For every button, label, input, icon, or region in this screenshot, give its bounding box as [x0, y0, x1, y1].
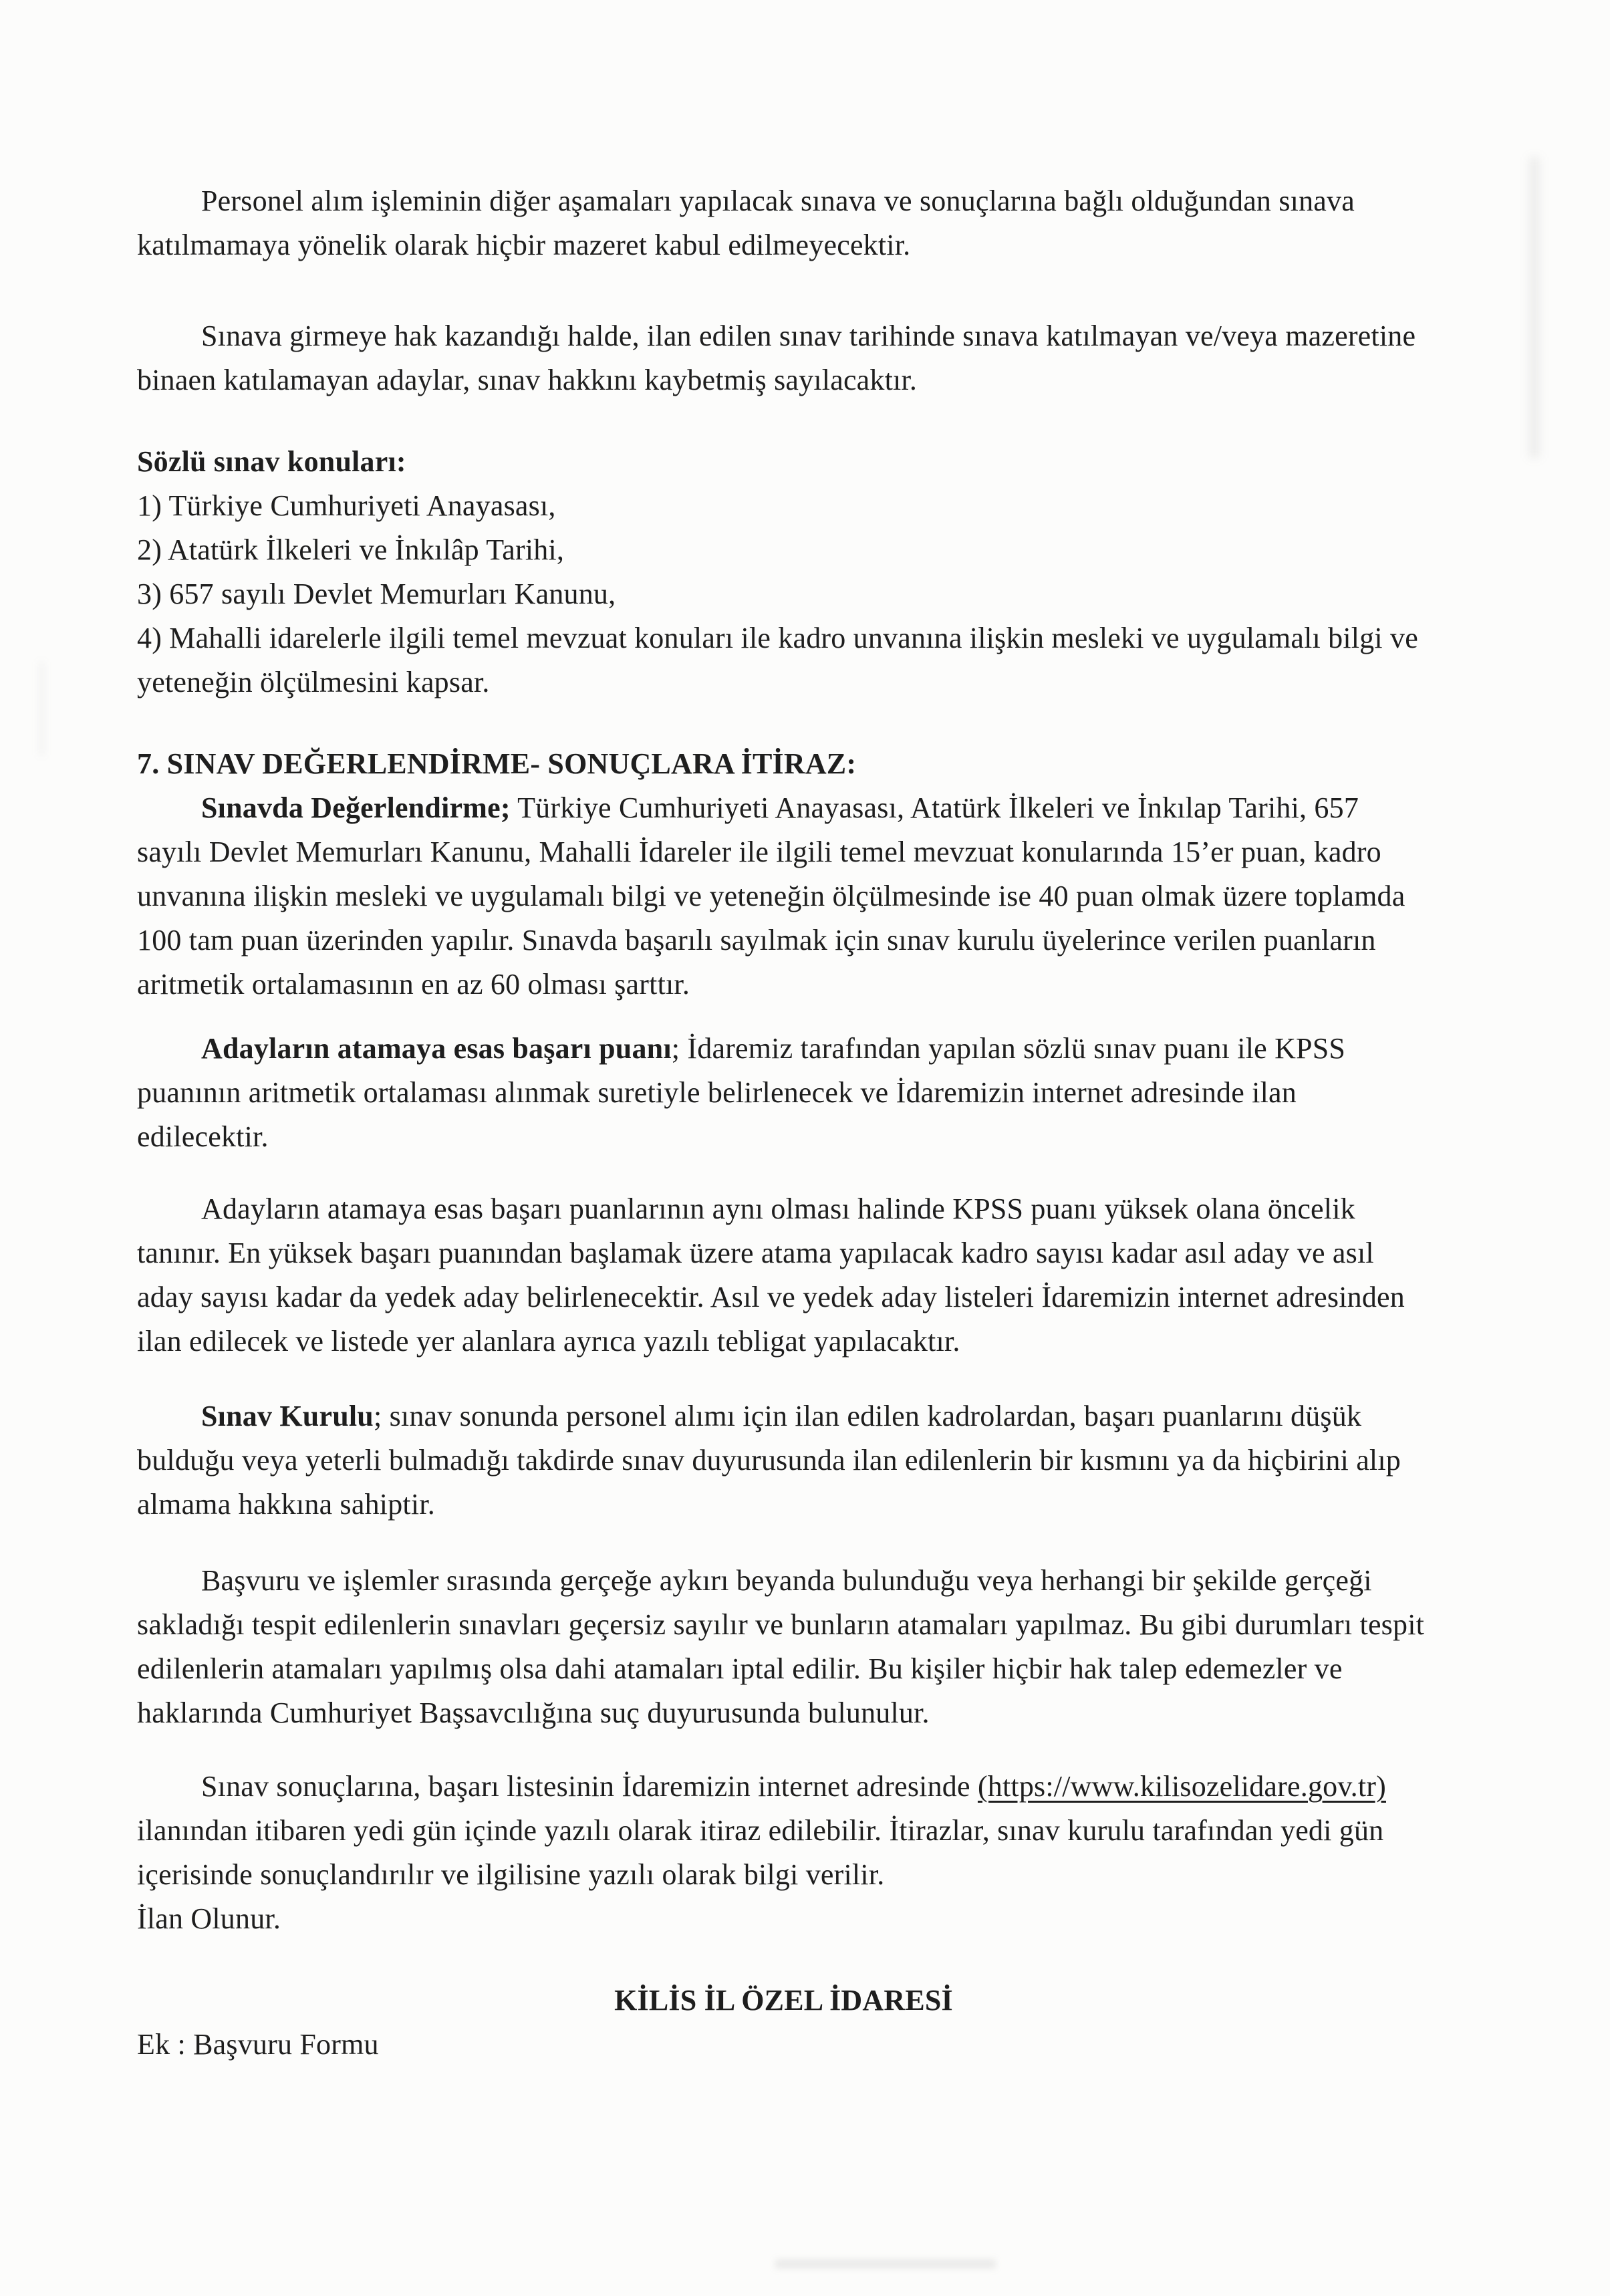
objection-text-after-link: ilanından itibaren yedi gün içinde yazılı olarak itiraz edilebilir. İtirazlar, sınav kurulu tarafından yedi gün içerisinde sonuçlandırılır ve ilgilisine yazılı olarak bilgi verilir. — [137, 1814, 1384, 1891]
scan-artifact-right-edge — [1529, 157, 1540, 458]
ilan-olunur-line: İlan Olunur. — [137, 1902, 281, 1935]
heading-oral-exam-topics: Sözlü sınav konuları: — [137, 445, 406, 478]
oral-exam-topics-list — [137, 484, 1430, 705]
paragraph-false-declaration: Başvuru ve işlemler sırasında gerçeğe aykırı beyanda bulunduğu veya herhangi bir şekilde gerçeği sakladığı tespit edilenlerin sınavları geçersiz sayılır ve bunların atamaları yapılmaz. Bu gibi durumları tespit edilenlerin atamaları yapılmış olsa dahi atamaları iptal edilir. Bu kişiler hiçbir hak talep edemezler ve haklarında Cumhuriyet Başsavcılığına suç duyurusunda bulunulur. — [137, 1564, 1425, 1729]
list-item-topic-2: 2) Atatürk İlkeleri ve İnkılâp Tarihi, — [137, 533, 565, 566]
website-link[interactable]: (https://www.kilisozelidare.gov.tr) — [977, 1770, 1386, 1803]
objection-text-before-link: Sınav sonuçlarına, başarı listesinin İdaremizin internet adresinde — [201, 1770, 978, 1803]
paragraph-attendance-notice: Personel alım işleminin diğer aşamaları yapılacak sınava ve sonuçlarına bağlı olduğundan sınava katılmamaya yönelik olarak hiçbir mazeret kabul edilmeyecektir. — [137, 184, 1355, 261]
list-item-topic-1: 1) Türkiye Cumhuriyeti Anayasası, — [137, 489, 556, 522]
paragraph-tie-break: Adayların atamaya esas başarı puanlarının aynı olması halinde KPSS puanı yüksek olana öncelik tanınır. En yüksek başarı puanından başlamak üzere atama yapılacak kadro sayısı kadar asıl aday ve asıl aday sayısı kadar da yedek aday belirlenecektir. Asıl ve yedek aday listeleri İdaremizin internet adresinden ilan edilecek ve listede yer alanlara ayrıca yazılı tebligat yapılacaktır. — [137, 1192, 1405, 1358]
organization-name: KİLİS İL ÖZEL İDARESİ — [614, 1984, 953, 2017]
final-score-lead-bold: Adayların atamaya esas başarı puanı — [201, 1032, 672, 1065]
paragraph-objection-procedure — [137, 1765, 1430, 1897]
paragraph-evaluation — [137, 786, 1430, 1007]
list-item-topic-3: 3) 657 sayılı Devlet Memurları Kanunu, — [137, 578, 616, 610]
paragraph-exam-board — [137, 1394, 1430, 1527]
list-item-topic-4: 4) Mahalli idarelerle ilgili temel mevzuat konuları ile kadro unvanına ilişkin mesleki ve uygulamalı bilgi ve yeteneğin ölçülmesini kapsar. — [137, 622, 1418, 698]
exam-board-body-text: ; sınav sonunda personel alımı için ilan edilen kadrolardan, başarı puanlarını düşük bulduğu veya yeterli bulmadığı takdirde sınav duyurusunda ilan edilenlerin bir kısmını ya da hiçbirini alıp almama hakkına sahiptir. — [137, 1400, 1401, 1521]
scan-artifact-bottom — [775, 2259, 996, 2269]
paragraph-final-score — [137, 1027, 1430, 1159]
exam-board-lead-bold: Sınav Kurulu — [201, 1400, 374, 1432]
attachment-note: Ek : Başvuru Formu — [137, 2028, 379, 2061]
scan-artifact-left-edge — [39, 662, 45, 755]
evaluation-lead-bold: Sınavda Değerlendirme; — [201, 791, 511, 824]
document-content — [137, 179, 1430, 2067]
evaluation-body-text: Türkiye Cumhuriyeti Anayasası, Atatürk İlkeleri ve İnkılap Tarihi, 657 sayılı Devlet Memurları Kanunu, Mahalli İdareler ile ilgili temel mevzuat konularında 15’er puan, kadro unvanına ilişkin mesleki ve uygulamalı bilgi ve yeteneğin ölçülmesinde ise 40 puan olmak üzere toplamda 100 tam puan üzerinden yapılır. Sınavda başarılı sayılmak için sınav kurulu üyelerince verilen puanların aritmetik ortalamasının en az 60 olması şarttır. — [137, 791, 1405, 1001]
paragraph-absence-forfeit: Sınava girmeye hak kazandığı halde, ilan edilen sınav tarihinde sınava katılmayan ve/veya mazeretine binaen katılamayan adaylar, sınav hakkını kaybetmiş sayılacaktır. — [137, 320, 1416, 396]
heading-evaluation-objection: 7. SINAV DEĞERLENDİRME- SONUÇLARA İTİRAZ: — [137, 747, 857, 780]
final-score-body-text: ; İdaremiz tarafından yapılan sözlü sınav puanı ile KPSS puanının aritmetik ortalaması alınmak suretiyle belirlenecek ve İdaremizin internet adresinde ilan edilecektir. — [137, 1032, 1346, 1153]
